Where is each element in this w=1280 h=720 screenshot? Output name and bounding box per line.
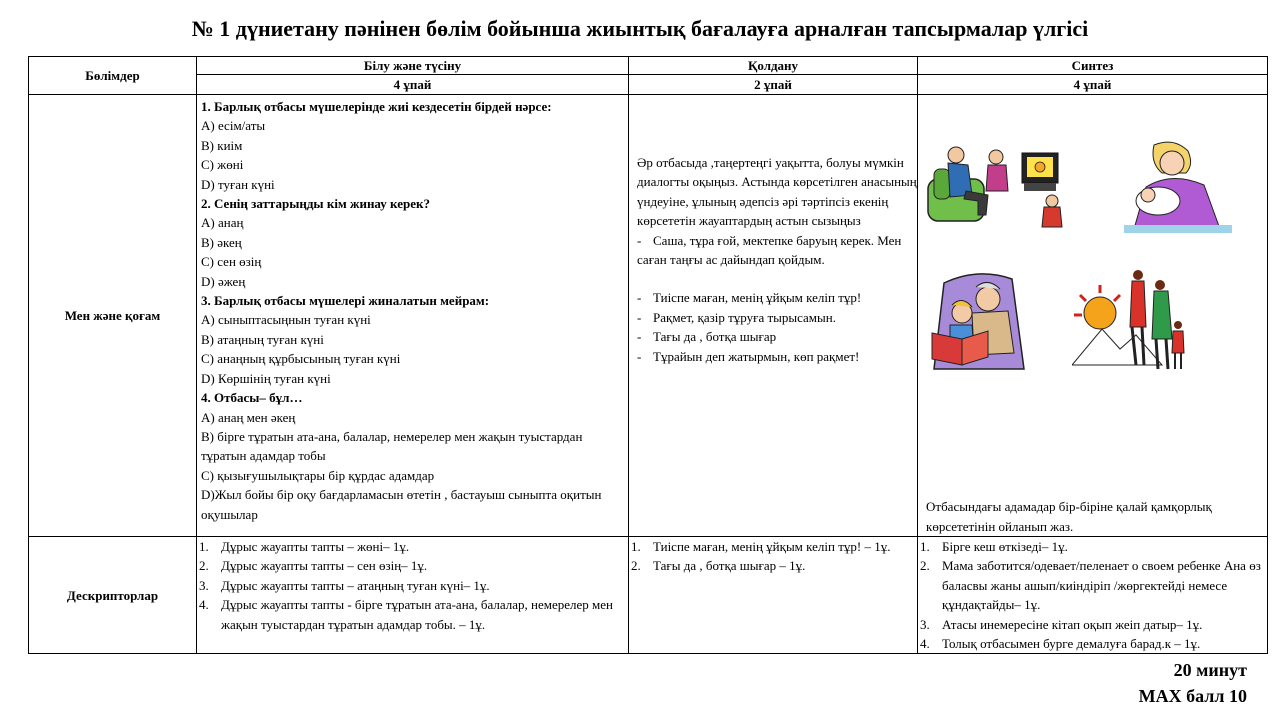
synthesis-task: Отбасындағы адамадар бір-біріне қалай қамқорлық көрсететінін ойланып жаз.: [926, 499, 1212, 534]
section-name: Мен және қоғам: [29, 95, 197, 537]
descriptor-item: 1. Дұрыс жауапты тапты – жөні– 1ұ.: [199, 539, 410, 554]
descriptors-application: [629, 537, 918, 654]
points-knowledge: 4 ұпай: [197, 75, 629, 95]
descriptor-item: 2. Дұрыс жауапты тапты – сен өзің– 1ұ.: [199, 558, 428, 574]
option: С) анаңның құрбысының туған күні: [201, 351, 401, 367]
points-synthesis: 4 ұпай: [918, 75, 1268, 95]
question-3: 3. Барлық отбасы мүшелері жиналатын мейрам:: [201, 293, 490, 309]
mother-baby-illustration: [1124, 137, 1232, 237]
option: С) сен өзің: [201, 254, 262, 270]
option: А) анаң: [201, 215, 244, 231]
descriptor-item: 4. Толық отбасымен бурге демалуға барад.к – 1ұ.: [920, 636, 1201, 652]
dialogue-answer: - Тұрайын деп жатырмын, көп рақмет!: [637, 348, 860, 364]
points-application: 2 ұпай: [629, 75, 918, 95]
descriptor-item: 4. Дұрыс жауапты тапты - бірге тұратын ата-ана, балалар, немерелер мен жақын туыстардан тұратын адамдар тобы. – 1ұ.: [199, 597, 613, 632]
option: А) анаң мен әкең: [201, 409, 296, 425]
option: D) әжең: [201, 273, 246, 289]
descriptor-item: 1. Тиіспе маған, менің ұйқым келіп тұр! – 1ұ.: [631, 539, 891, 554]
page-title: № 1 дүниетану пәнінен бөлім бойынша жиынтық бағалауға арналған тапсырмалар үлгісі: [191, 16, 1089, 41]
max-score: МАХ балл 10: [1138, 686, 1247, 706]
header-application: Қолдану: [629, 57, 918, 75]
family-tv-illustration: [926, 135, 1068, 235]
option: А) сыныптасыңнын туған күні: [201, 312, 371, 328]
dialogue-answer: - Тиіспе маған, менің ұйқым келіп тұр!: [637, 290, 862, 306]
questions-cell: [197, 95, 629, 537]
dialogue-answer: - Тағы да , ботқа шығар: [637, 329, 777, 345]
option: С) жөні: [201, 157, 244, 173]
application-intro: Әр отбасыда ,таңертеңгі уақытта, болуы мүмкін диалогты оқыңыз. Астында көрсетілген анасының үндеуіне, ұлының әдепсіз әрі тәртіпсіз екенің көрсететін жауаптардың астын сызыңыз: [637, 155, 917, 229]
header-synthesis: Синтез: [918, 57, 1268, 75]
descriptors-label: Дескрипторлар: [29, 537, 197, 654]
option: А) есім/аты: [201, 118, 266, 134]
option: С) қызығушылықтары бір құрдас адамдар: [201, 467, 435, 483]
question-1: 1. Барлық отбасы мүшелерінде жиі кездесетін бірдей нәрсе:: [201, 99, 552, 114]
descriptors-synthesis: [918, 537, 1268, 654]
time-limit: 20 минут: [1173, 660, 1247, 680]
option: В) киім: [201, 137, 243, 153]
synthesis-cell: [918, 95, 1268, 537]
descriptor-item: 1. Бірге кеш өткізеді– 1ұ.: [920, 539, 1068, 554]
question-4: 4. Отбасы– бұл…: [201, 390, 303, 406]
option: D) туған күні: [201, 176, 275, 192]
application-cell: [629, 95, 918, 537]
family-sun-illustration: [1072, 265, 1192, 381]
descriptor-item: 3. Дұрыс жауапты тапты – атаңның туған күні– 1ұ.: [199, 577, 490, 593]
option: D)Жыл бойы бір оқу бағдарламасын өтетін , бастауыш сыныпта оқитын оқушылар: [201, 487, 602, 522]
descriptors-knowledge: [197, 537, 629, 654]
dialogue-prompt: - Саша, тұра ғой, мектепке баруың керек. Мен саған таңғы ас дайындап қойдым.: [637, 232, 902, 268]
option: D) Көршінің туған күні: [201, 370, 331, 386]
header-knowledge: Білу және түсіну: [197, 57, 629, 75]
option: В) бірге тұратын ата-ана, балалар, немерелер мен жақын туыстардан тұратын адамдар тобы: [201, 428, 583, 464]
dialogue-answer: - Рақмет, қазір тұруға тырысамын.: [637, 309, 836, 325]
descriptor-item: 2. Тағы да , ботқа шығар – 1ұ.: [631, 558, 806, 574]
question-2: 2. Сенің заттарыңды кім жинау керек?: [201, 196, 430, 212]
option: В) атаңның туған күні: [201, 331, 324, 347]
grandfather-reading-illustration: [928, 269, 1032, 379]
descriptor-item: 3. Атасы инемересіне кітап оқып жеіп датыр– 1ұ.: [920, 616, 1203, 632]
header-sections: Бөлімдер: [29, 57, 197, 95]
descriptor-item: 2. Мама заботится/одевает/пеленает о своем ребенке Ана өз баласвы жаны ашып/киіндіріп /жөргектейді немесе құндақтайды– 1ұ.: [920, 558, 1261, 613]
assessment-table: [28, 56, 1268, 654]
option: В) әкең: [201, 234, 242, 250]
